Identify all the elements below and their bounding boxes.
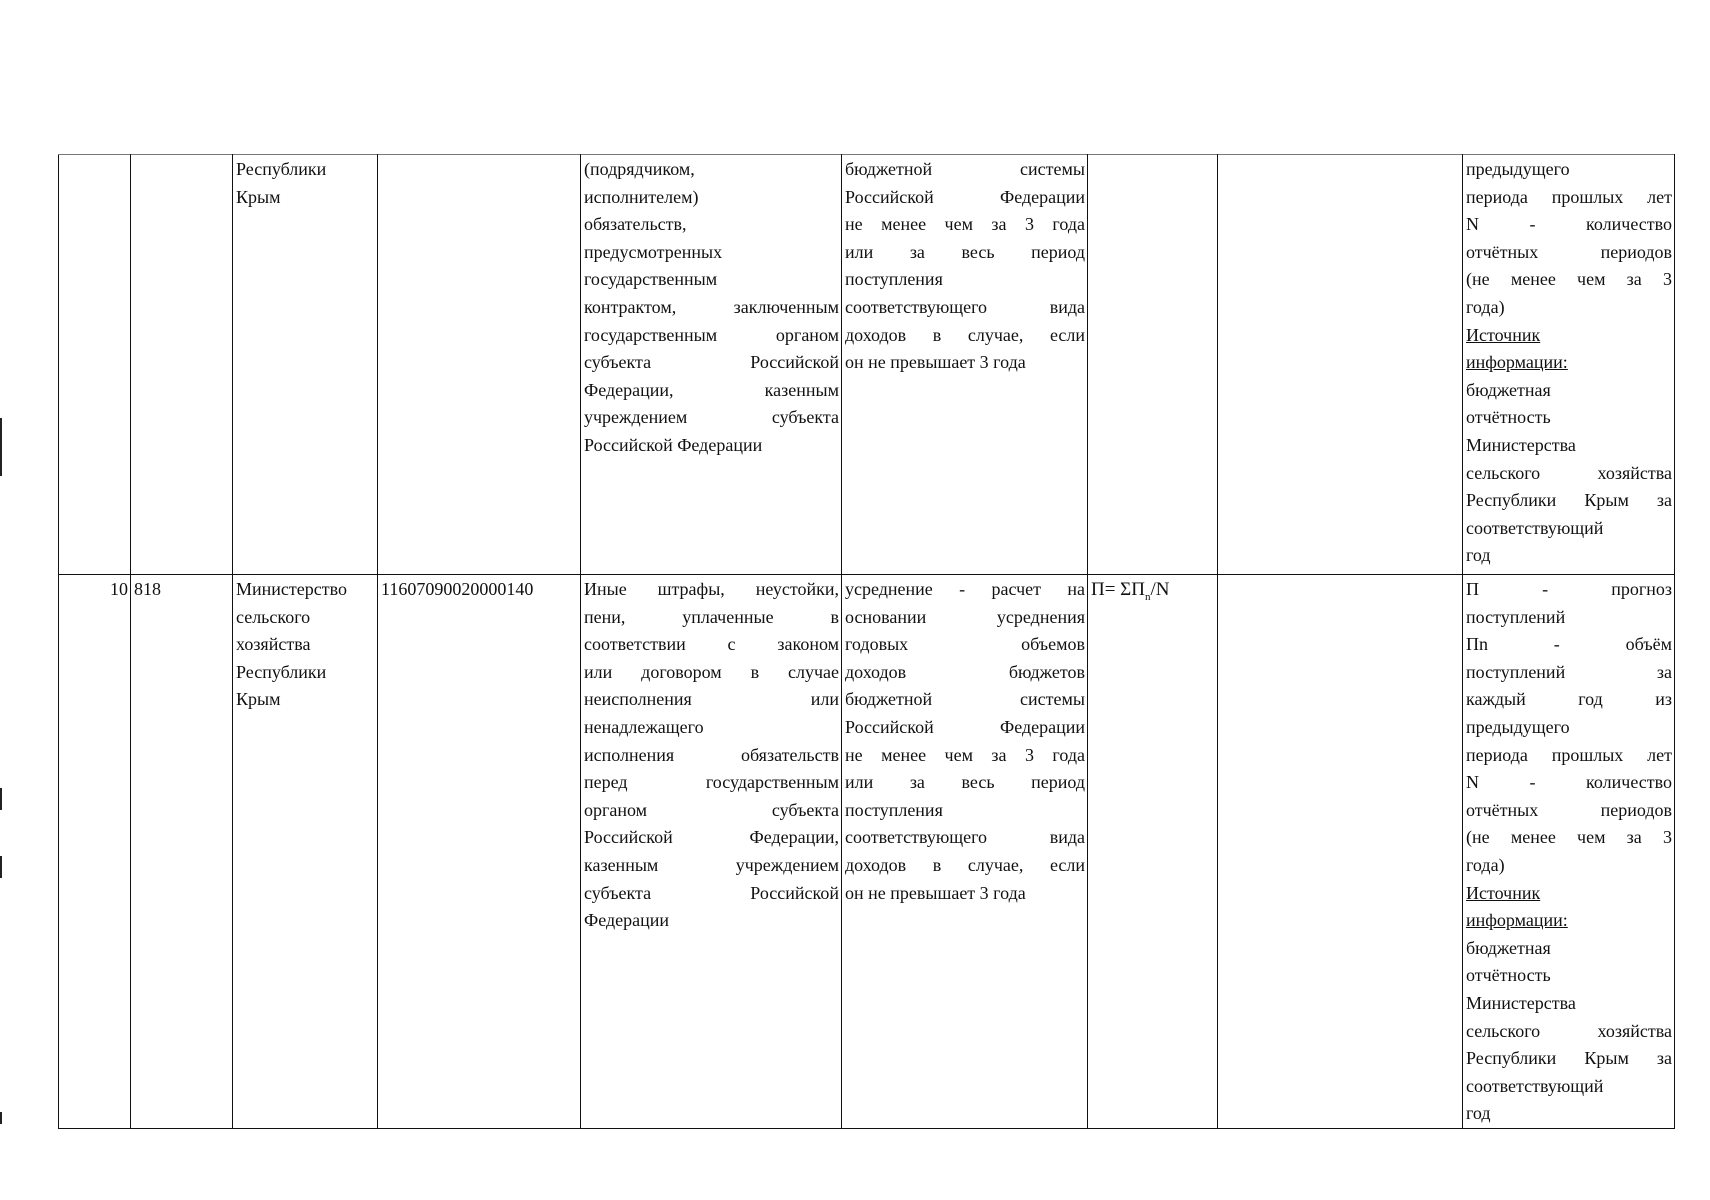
notes-line: года) (1466, 854, 1505, 875)
formula-tail: /N (1150, 579, 1170, 600)
name-line: государственным (584, 269, 718, 290)
admin-line: сельского (236, 606, 311, 627)
notes-line: П - прогноз (1466, 579, 1672, 599)
source-label: Источник (1466, 324, 1541, 345)
name-line: или договором в случае (584, 661, 839, 682)
revenue-name-cell (581, 155, 842, 575)
empty-cell (1218, 155, 1463, 575)
name-line: обязательств, (584, 214, 687, 235)
method-line: бюджетной системы (845, 159, 1085, 179)
method-line: поступления (845, 269, 943, 290)
method-line: поступления (845, 799, 943, 820)
table-row (59, 575, 1675, 1129)
kbk-cell (378, 575, 581, 1129)
name-line: перед государственным (584, 772, 839, 793)
revenue-name-cell (581, 575, 842, 1129)
source-line: год (1466, 1103, 1491, 1124)
formula-cell (1088, 575, 1218, 1129)
method-line: или за весь период (845, 772, 1085, 793)
method-line: Российской Федерации (845, 716, 1085, 737)
source-line: соответствующий (1466, 517, 1604, 538)
name-line: пени, уплаченные в (584, 606, 839, 627)
name-line: казенным учреждением (584, 854, 839, 875)
name-line: предусмотренных (584, 241, 723, 262)
method-line: Российской Федерации (845, 186, 1085, 207)
notes-line: отчётных периодов (1466, 799, 1672, 820)
row-number-cell (59, 155, 131, 575)
source-line: бюджетная (1466, 937, 1551, 958)
source-line: отчётность (1466, 965, 1551, 986)
method-line: бюджетной системы (845, 689, 1085, 710)
source-label: информации: (1466, 352, 1568, 373)
notes-line: каждый год из (1466, 689, 1672, 710)
calculation-method-cell (842, 155, 1088, 575)
name-line: Федерации, казенным (584, 379, 839, 400)
admin-line: Республики (236, 159, 327, 179)
source-line: сельского хозяйства (1466, 1020, 1672, 1041)
source-line: Республики Крым за (1466, 1048, 1672, 1069)
method-line: не менее чем за 3 года (845, 744, 1085, 765)
name-line: ненадлежащего (584, 716, 704, 737)
method-line: доходов в случае, если (845, 854, 1085, 875)
source-line: год (1466, 545, 1491, 566)
notes-cell (1463, 575, 1675, 1129)
formula-subscript: n (1144, 590, 1151, 603)
method-line: годовых объемов (845, 634, 1085, 655)
row-number: 10 (110, 579, 128, 599)
admin-code-cell (131, 155, 233, 575)
source-label: Источник (1466, 882, 1541, 903)
source-line: бюджетная (1466, 379, 1551, 400)
empty-cell (1218, 575, 1463, 1129)
name-line: Российской Федерации, (584, 827, 839, 848)
admin-line: Крым (236, 186, 281, 207)
admin-line: Министерство (236, 579, 347, 599)
method-line: или за весь период (845, 241, 1085, 262)
source-label: информации: (1466, 910, 1568, 931)
method-line: соответствующего вида (845, 827, 1085, 848)
notes-line: (не менее чем за 3 (1466, 269, 1672, 290)
revenue-forecast-table (58, 154, 1675, 1129)
name-line: исполнителем) (584, 186, 699, 207)
source-line: соответствующий (1466, 1075, 1604, 1096)
name-line: органом субъекта (584, 799, 839, 820)
method-line: доходов в случае, если (845, 324, 1085, 345)
admin-code: 818 (134, 579, 161, 599)
admin-line: хозяйства (236, 634, 311, 655)
source-line: Республики Крым за (1466, 490, 1672, 511)
method-line: он не превышает 3 года (845, 352, 1026, 373)
name-line: неисполнения или (584, 689, 839, 710)
name-line: Российской Федерации (584, 434, 763, 455)
admin-code-cell (131, 575, 233, 1129)
formula-cell (1088, 155, 1218, 575)
scan-artifact (0, 1112, 2, 1124)
scan-artifact (0, 788, 2, 810)
name-line: субъекта Российской (584, 352, 839, 373)
formula-main: П= ΣП (1091, 579, 1145, 600)
name-line: Иные штрафы, неустойки, (584, 579, 839, 599)
kbk-code: 11607090020000140 (381, 579, 534, 599)
scan-artifact (0, 418, 2, 476)
notes-line: предыдущего (1466, 716, 1570, 737)
scan-artifact (0, 856, 2, 878)
name-line: исполнения обязательств (584, 744, 839, 765)
forecast-formula (1091, 579, 1170, 603)
admin-line: Крым (236, 689, 281, 710)
calculation-method-cell (842, 575, 1088, 1129)
notes-line: N - количество (1466, 214, 1672, 235)
row-number-cell (59, 575, 131, 1129)
notes-line: N - количество (1466, 772, 1672, 793)
method-line: усреднение - расчет на (845, 579, 1085, 599)
name-line: контрактом, заключенным (584, 296, 839, 317)
method-line: основании усреднения (845, 606, 1085, 627)
notes-line: поступлений за (1466, 661, 1672, 682)
source-line: отчётность (1466, 407, 1551, 428)
notes-line: периода прошлых лет (1466, 744, 1672, 765)
name-line: субъекта Российской (584, 882, 839, 903)
notes-line: Пn - объём (1466, 634, 1672, 655)
table-row (59, 155, 1675, 575)
source-line: сельского хозяйства (1466, 462, 1672, 483)
notes-cell (1463, 155, 1675, 575)
notes-line: (не менее чем за 3 (1466, 827, 1672, 848)
source-line: Министерства (1466, 434, 1576, 455)
kbk-cell (378, 155, 581, 575)
method-line: соответствующего вида (845, 296, 1085, 317)
method-line: он не превышает 3 года (845, 882, 1026, 903)
notes-line: отчётных периодов (1466, 241, 1672, 262)
method-line: не менее чем за 3 года (845, 214, 1085, 235)
notes-line: периода прошлых лет (1466, 186, 1672, 207)
name-line: государственным органом (584, 324, 839, 345)
name-line: учреждением субъекта (584, 407, 839, 428)
source-line: Министерства (1466, 992, 1576, 1013)
name-line: (подрядчиком, (584, 159, 695, 179)
admin-line: Республики (236, 661, 327, 682)
administrator-cell (233, 575, 378, 1129)
administrator-cell (233, 155, 378, 575)
notes-line: предыдущего (1466, 159, 1570, 179)
method-line: доходов бюджетов (845, 661, 1085, 682)
notes-line: поступлений (1466, 606, 1566, 627)
notes-line: года) (1466, 296, 1505, 317)
name-line: соответствии с законом (584, 634, 839, 655)
name-line: Федерации (584, 910, 670, 931)
